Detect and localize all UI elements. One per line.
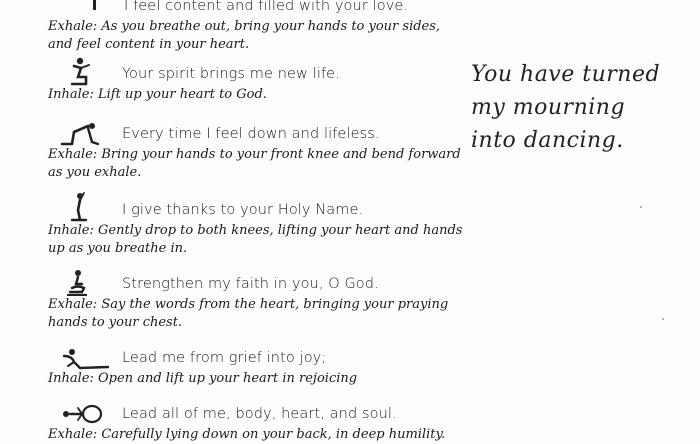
- seated-praying-icon: [48, 270, 114, 296]
- scan-speck: [640, 206, 642, 208]
- breath-cue: Exhale:: [48, 19, 98, 34]
- prayer-line: Every time I feel down and lifeless.: [122, 126, 380, 142]
- quote-line-2: my mourning: [471, 95, 626, 120]
- breath-cue: Inhale:: [48, 87, 94, 102]
- prayer-line: I give thanks to your Holy Name.: [122, 202, 364, 218]
- prayer-line: Lead all of me, body, heart, and soul.: [122, 406, 397, 422]
- instruction-text: As you breathe out, bring your hands to your sides, and feel content in your heart.: [48, 19, 441, 52]
- lying-curled-icon: [48, 400, 114, 426]
- kneeling-arms-raised-icon: [48, 196, 114, 222]
- reclining-rise-icon: [48, 344, 114, 370]
- kneeling-heart-lifted-icon: [48, 60, 114, 86]
- instruction-text: Open and lift up your heart in rejoicing: [98, 371, 358, 386]
- prayer-stanza-7: [48, 400, 468, 444]
- prayer-stanza-2: [48, 60, 468, 104]
- scan-speck: [662, 318, 664, 320]
- prayer-line: Lead me from grief into joy;: [122, 350, 327, 366]
- breath-cue: Exhale:: [48, 297, 98, 312]
- prayer-line: Your spirit brings me new life.: [122, 66, 340, 82]
- prayer-stanza-6: [48, 344, 468, 388]
- breath-instruction: [48, 86, 468, 104]
- instruction-text: Carefully lying down on your back, in deep humility.: [101, 427, 446, 442]
- instruction-text: Gently drop to both knees, lifting your heart and hands up as you breathe in.: [48, 223, 463, 256]
- breath-instruction: [48, 296, 468, 331]
- prayer-stanza-3: [48, 120, 468, 181]
- instruction-text: Lift up your heart to God.: [98, 87, 267, 102]
- breath-instruction: [48, 222, 468, 257]
- prayer-stanza-1: [48, 0, 468, 53]
- prayer-line: I feel content and filled with your love.: [124, 0, 409, 14]
- prayer-stanza-4: [48, 196, 468, 257]
- breath-cue: Inhale:: [48, 223, 94, 238]
- breath-instruction: [48, 370, 468, 388]
- quote-line-3: into dancing.: [471, 128, 624, 153]
- prayer-stanza-5: [48, 270, 468, 331]
- breath-cue: Exhale:: [48, 427, 98, 442]
- instruction-text: Bring your hands to your front knee and bend forward as you exhale.: [48, 147, 461, 180]
- quote-line-1: You have turned: [471, 62, 661, 87]
- breath-instruction: [48, 146, 468, 181]
- instruction-text: Say the words from the heart, bringing your praying hands to your chest.: [48, 297, 449, 330]
- prayer-line: Strengthen my faith in you, O God.: [122, 276, 379, 292]
- forward-bend-icon: [48, 120, 114, 146]
- scripture-quote: [471, 58, 691, 157]
- breath-cue: Inhale:: [48, 371, 94, 386]
- breath-cue: Exhale:: [48, 147, 98, 162]
- breath-instruction: [48, 18, 468, 53]
